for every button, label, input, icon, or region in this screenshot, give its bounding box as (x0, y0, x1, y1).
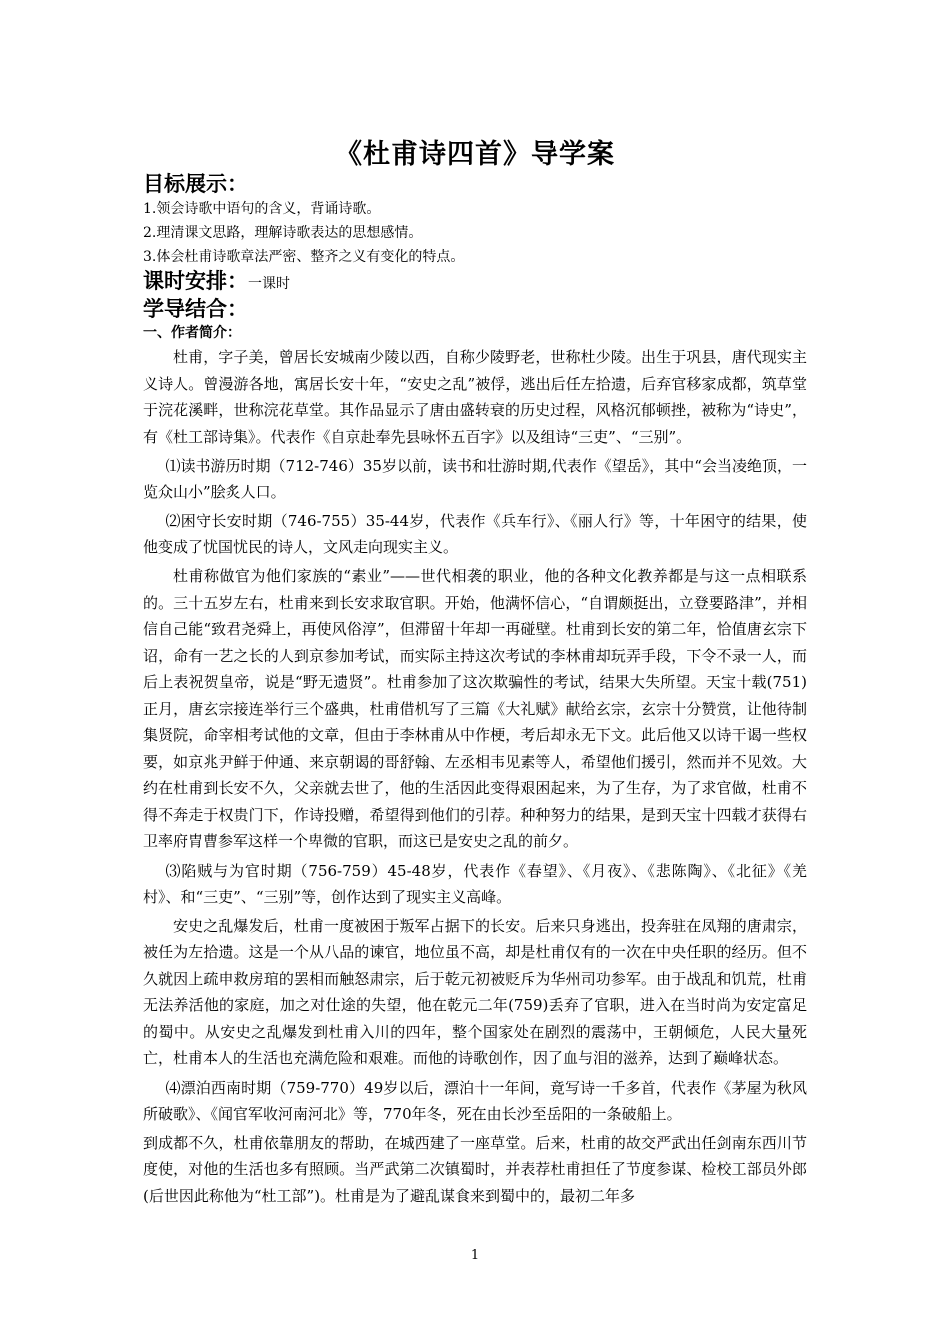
period-3-paragraph: ⑶陷贼与为官时期（756-759）45-48岁，代表作《春望》、《月夜》、《悲陈陶》、《北征》《羌村》、和“三吏”、“三别”等，创作达到了现实主义高峰。 (143, 861, 807, 906)
page-number: 1 (470, 1248, 480, 1263)
period-2-paragraph: ⑵困守长安时期（746-755）35-44岁，代表作《兵车行》、《丽人行》等，十年困守的结果，使他变成了忧国忧民的诗人，文风走向现实主义。 (143, 512, 807, 556)
period-1-paragraph: ⑴读书游历时期（712-746）35岁以前，读书和壮游时期,代表作《望岳》，其中“会当凌绝顶，一览众山小”脍炙人口。 (143, 457, 807, 501)
goals-heading: 目标展示： (143, 172, 248, 196)
author-section-heading: 一、作者简介： (143, 325, 241, 341)
goal-item-3: 3.体会杜甫诗歌章法严密、整齐之义有变化的特点。 (143, 249, 465, 265)
goal-item-2: 2.理清课文思路，理解诗歌表达的思想感情。 (143, 225, 423, 241)
study-heading: 学导结合： (143, 297, 248, 321)
schedule-heading: 课时安排： (143, 269, 248, 293)
period-4-paragraph: ⑷漂泊西南时期（759-770）49岁以后，漂泊十一年间，竟写诗一千多首，代表作《茅屋为秋风所破歌》、《闻官军收河南河北》等，770年冬，死在由长沙至岳阳的一条破船上。 (143, 1078, 807, 1123)
document-body (143, 172, 807, 1209)
changan-paragraph: 杜甫称做官为他们家族的“素业”——世代相袭的职业，他的各种文化教养都是与这一点相联系的。三十五岁左右，杜甫来到长安求取官职。开始，他满怀信心，“自谓颇挺出，立登要路津”，并相信自己能“致君尧舜上，再使风俗淳”，但滞留十年却一再碰壁。杜甫到长安的第二年，恰值唐玄宗下诏，命有一艺之长的人到京参加考试，而实际主持这次考试的李林甫却玩弄手段，下令不录一人，而后上表祝贺皇帝，说是“野无遗贤”。杜甫参加了这次欺骗性的考试，结果大失所望。天宝十载(751)正月，唐玄宗接连举行三个盛典，杜甫借机写了三篇《大礼赋》献给玄宗，玄宗十分赞赏，让他待制集贤院，命宰相考试他的文章，但由于李林甫从中作梗，考后却永无下文。此后他又以诗干谒一些权要，如京兆尹鲜于仲通、来京朝谒的哥舒翰、左丞相韦见素等人，希望他们援引，然而并不见效。大约在杜甫到长安不久，父亲就去世了，他的生活因此变得艰困起来，为了生存，为了求官做，杜甫不得不奔走于权贵门下，作诗投赠，希望得到他们的引荐。种种努力的结果，是到天宝十四载才获得右卫率府胄曹参军这样一个卑微的官职，而这已是安史之乱的前夕。 (143, 567, 807, 850)
author-intro-paragraph: 杜甫，字子美，曾居长安城南少陵以西，自称少陵野老，世称杜少陵。出生于巩县，唐代现实主义诗人。曾漫游各地，寓居长安十年，“安史之乱”被俘，逃出后任左拾遗，后弃官移家成都，筑草堂于浣花溪畔，世称浣花草堂。其作品显示了唐由盛转衰的历史过程，风格沉郁顿挫，被称为“诗史”，有《杜工部诗集》。代表作《自京赴奉先县咏怀五百字》以及组诗“三吏”、“三别”。 (143, 348, 807, 446)
chengdu-paragraph: 到成都不久，杜甫依靠朋友的帮助，在城西建了一座草堂。后来，杜甫的故交严武出任剑南东西川节度使，对他的生活也多有照顾。当严武第二次镇蜀时，并表荐杜甫担任了节度参谋、检校工部员外郎(后世因此称他为“杜工部”)。杜甫是为了避乱谋食来到蜀中的，最初二年多 (143, 1133, 807, 1205)
schedule-value: 一课时 (248, 276, 290, 292)
goal-item-1: 1.领会诗歌中语句的含义，背诵诗歌。 (143, 201, 381, 217)
document-title: 《杜甫诗四首》导学案 (335, 139, 615, 170)
anshi-paragraph: 安史之乱爆发后，杜甫一度被困于叛军占据下的长安。后来只身逃出，投奔驻在凤翔的唐肃宗，被任为左拾遗。这是一个从八品的谏官，地位虽不高，却是杜甫仅有的一次在中央任职的经历。但不久就因上疏申救房琯的罢相而触怒肃宗，后于乾元初被贬斥为华州司功参军。由于战乱和饥荒，杜甫无法养活他的家庭，加之对仕途的失望，他在乾元二年(759)丢弃了官职，进入在当时尚为安定富足的蜀中。从安史之乱爆发到杜甫入川的四年，整个国家处在剧烈的震荡中，王朝倾危，人民大量死亡，杜甫本人的生活也充满危险和艰难。而他的诗歌创作，因了血与泪的滋养，达到了巅峰状态。 (143, 916, 807, 1067)
schedule-line (143, 269, 807, 297)
